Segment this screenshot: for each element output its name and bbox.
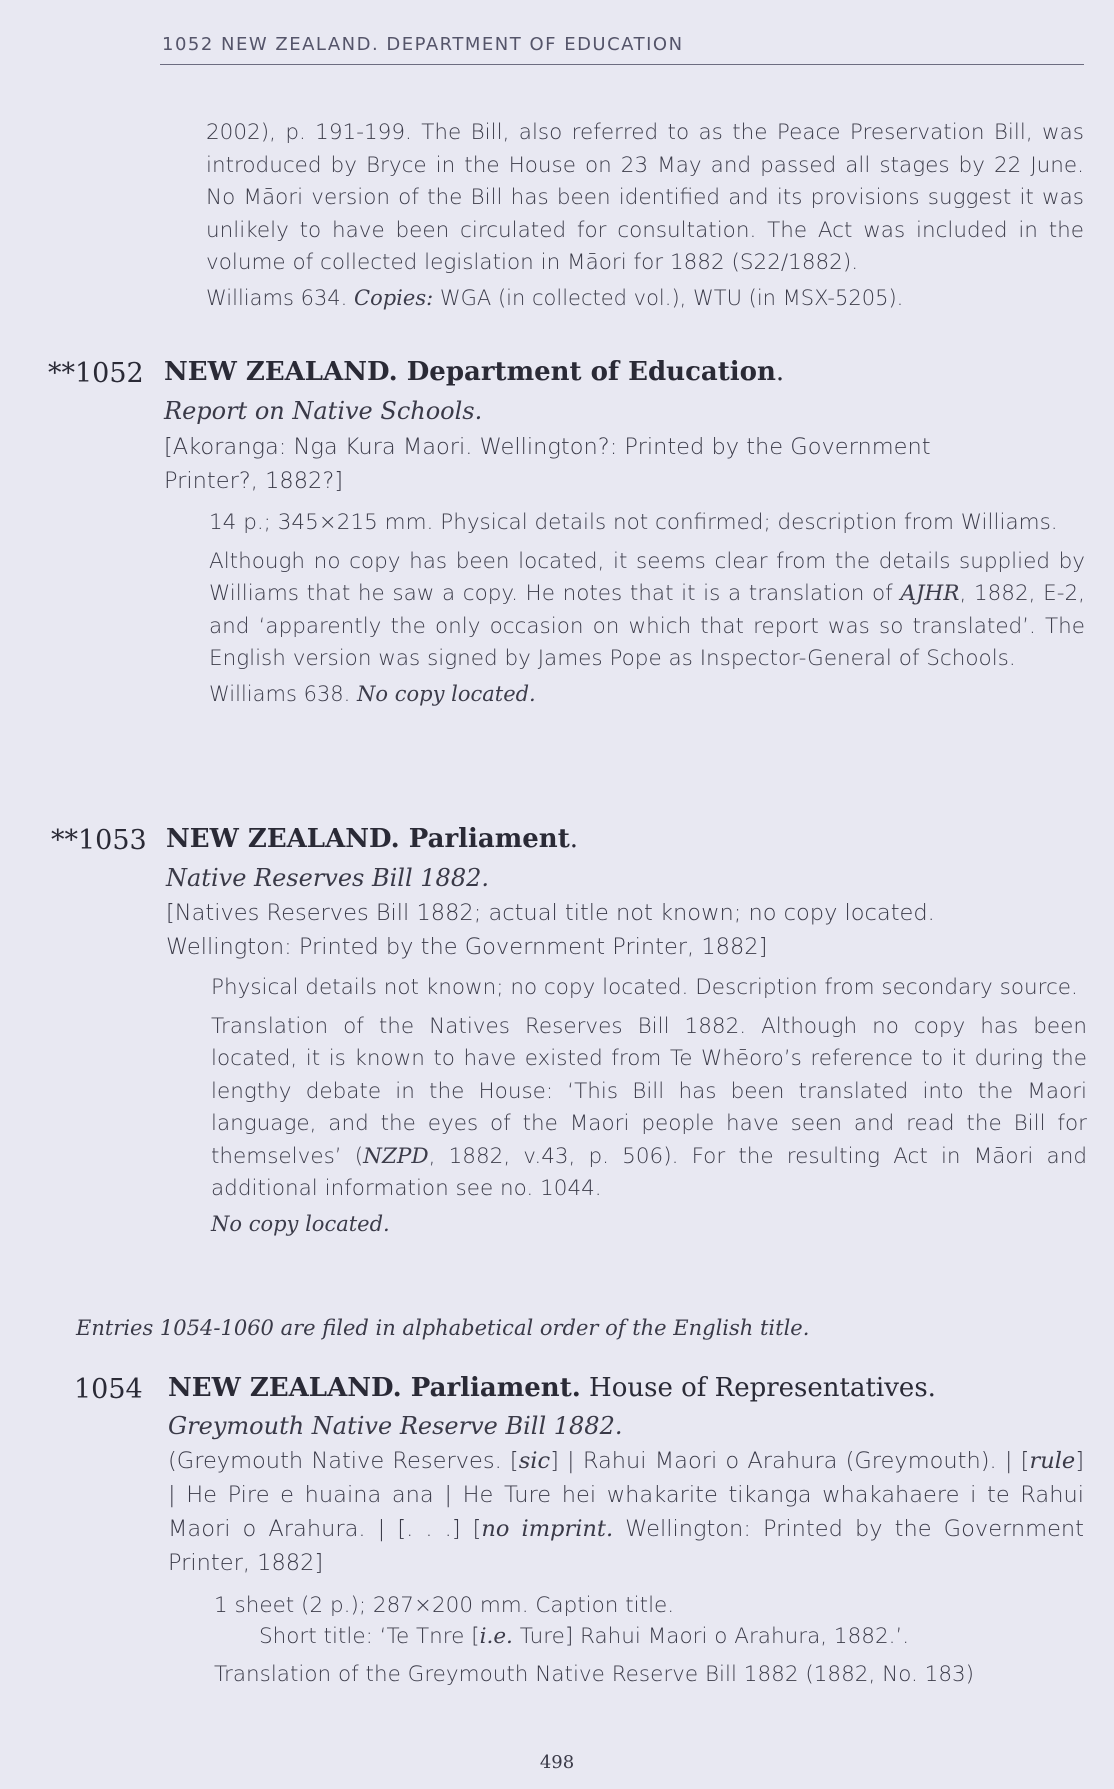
continuation-block	[206, 117, 1084, 310]
running-head: 1052 NEW ZEALAND. DEPARTMENT OF EDUCATION	[162, 34, 684, 55]
physical-description: 1 sheet (2 p.); 287×200 mm. Caption title.	[214, 1593, 675, 1618]
entry-bibliographic: [Akoranga: Nga Kura Maori. Wellington?: Printed by the Government Printer?, 1882?]	[164, 434, 931, 494]
translation-note: Translation of the Greymouth Native Reserve Bill 1882 (1882, No. 183)	[214, 1662, 975, 1687]
entry-notes	[214, 1590, 1094, 1692]
entry-number: 1054	[74, 1374, 143, 1405]
entry-notes	[211, 972, 1087, 1236]
continuation-paragraph: 2002), p. 191-199. The Bill, also referred to as the Peace Preservation Bill, was introduced by Bryce in the House on 23 May and passed all stages by 22 June. No Māori version of the Bill has been identified and its provisions suggest it was unlikely to have been circulated for consultation. The Act was included in the volume of collected legislation in Māori for 1882 (S22/1882).	[206, 120, 1084, 275]
continuation-reference	[206, 286, 1084, 310]
copies-list: WGA (in collected vol.), WTU (in MSX-5205).	[439, 285, 904, 310]
entry-reference: No copy located.	[211, 1211, 390, 1236]
filing-note: Entries 1054-1060 are filed in alphabetical order of the English title.	[76, 1316, 810, 1340]
entry-heading: NEW ZEALAND. Parliament. House of Representatives.	[168, 1373, 936, 1403]
entry-title: Greymouth Native Reserve Bill 1882.	[168, 1412, 623, 1440]
entry-bibliographic: (Greymouth Native Reserves. [sic] | Rahui Maori o Arahura (Greymouth). | [rule] | He Pire e huaina ana | He Ture hei whakarite tikanga whakahaere i te Rahui Maori o Arahura. | [. . .] [no imprint. Wellington: Printed by the Government Printer, 1882]	[168, 1448, 1084, 1576]
page-number: 498	[539, 1752, 575, 1773]
heading-light: .	[775, 357, 785, 387]
entry-title: Report on Native Schools.	[164, 397, 483, 425]
physical-description: 14 p.; 345×215 mm. Physical details not confirmed; description from Williams.	[209, 510, 1058, 535]
short-title: Short title: ‘Te Tnre [i.e. Ture] Rahui Maori o Arahura, 1882.’.	[259, 1623, 910, 1649]
entry-number: **1053	[51, 825, 147, 856]
entry-note: Although no copy has been located, it seems clear from the details supplied by Williams that he saw a copy. He notes that it is a translation of AJHR, 1882, E-2, and ‘apparently the only occasion on which that report was so translated’. The English version was signed by James Pope as Inspector-General of Schools.	[209, 548, 1085, 671]
physical-description: Physical details not known; no copy located. Description from secondary source.	[211, 975, 1078, 1000]
entry-heading: NEW ZEALAND. Parliament.	[166, 824, 578, 854]
heading-bold: NEW ZEALAND. Department of Education	[164, 357, 776, 387]
entry-reference: Williams 638. No copy located.	[209, 681, 536, 706]
reference-text: Williams 634.	[206, 285, 348, 310]
copies-label: Copies:	[354, 285, 434, 310]
header-rule	[160, 64, 1084, 65]
entry-notes	[209, 507, 1085, 706]
entry-number: **1052	[48, 358, 144, 389]
entry-bibliographic: [Natives Reserves Bill 1882; actual title not known; no copy located. Wellington: Printed by the Government Printer, 1882]	[166, 900, 935, 960]
entry-note: Translation of the Natives Reserves Bill 1882. Although no copy has been located, it is known to have existed from Te Whēoro’s reference to it during the lengthy debate in the House: ‘This Bill has been translated into the Maori language, and the eyes of the Maori people have seen and read the Bill for themselves’ (NZPD, 1882, v.43, p. 506). For the resulting Act in Māori and additional information see no. 1044.	[211, 1013, 1087, 1201]
entry-heading	[164, 357, 784, 387]
entry-title: Native Reserves Bill 1882.	[166, 864, 489, 892]
